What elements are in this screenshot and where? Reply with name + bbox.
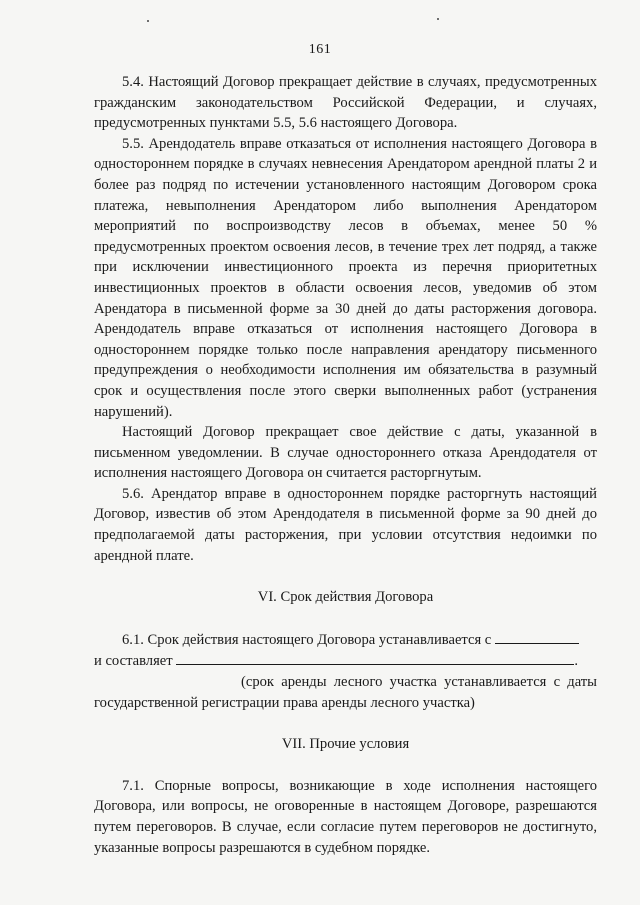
- clause-6-1: [94, 629, 597, 651]
- clause-5-5: 5.5. Арендодатель вправе отказаться от исполнения настоящего Договора в одностороннем порядке в случаях невнесения Арендатором арендной платы 2 и более раз подряд по истечении установленного настоящим Договором срока платежа, невыполнения Арендатором либо выполнения Арендатором мероприятий по воспроизводству лесов в объемах, менее 50 % предусмотренных проектом освоения лесов, в течение трех лет подряд, а также при исключении инвестиционного проекта из перечня приоритетных инвестиционных проектов в области освоения лесов, уведомив об этом Арендатора в письменной форме за 30 дней до даты расторжения договора. Арендодатель вправе отказаться от исполнения настоящего Договора в одностороннем порядке только после направления арендатору письменного предупреждения о необходимости исполнения им обязательства в разумный срок и осуществления после этого сверки выполненных работ (устранения нарушений).: [94, 135, 597, 420]
- duration-label: и составляет: [94, 653, 173, 670]
- start-date-blank: [495, 629, 579, 644]
- clause-6-1-duration: и составляет .: [94, 650, 597, 672]
- scan-speck: [147, 20, 149, 22]
- duration-blank: [176, 650, 574, 665]
- clause-5-5-continued: Настоящий Договор прекращает свое действие с даты, указанной в письменном уведомлении. В случае одностороннего отказа Арендодателя от исполнения настоящего Договора он считается расторгнутым.: [94, 424, 597, 482]
- document-body: [94, 72, 597, 858]
- clause-6-1-note: (срок аренды лесного участка устанавливается с даты государственной регистрации права аренды лесного участка): [94, 674, 597, 711]
- scan-speck: [437, 18, 439, 20]
- section-7-heading: VII. Прочие условия: [281, 736, 410, 753]
- clause-6-1-text: 6.1. Срок действия настоящего Договора устанавливается с: [122, 631, 492, 648]
- page-number: 161: [308, 42, 332, 57]
- clause-7-1: 7.1. Спорные вопросы, возникающие в ходе исполнения настоящего Договора, или вопросы, не оговоренные в настоящем Договоре, разрешаются путем переговоров. В случае, если согласие путем переговоров не достигнуто, указанные вопросы разрешаются в судебном порядке.: [94, 777, 597, 856]
- clause-5-4: 5.4. Настоящий Договор прекращает действие в случаях, предусмотренных гражданским законодательством Российской Федерации, и случаях, предусмотренных пунктами 5.5, 5.6 настоящего Договора.: [94, 74, 597, 132]
- clause-5-6: 5.6. Арендатор вправе в одностороннем порядке расторгнуть настоящий Договор, известив об этом Арендодателя в письменной форме за 90 дней до предполагаемой даты расторжения, при условии отсутствия недоимки по арендной плате.: [94, 485, 597, 564]
- section-6-heading: VI. Срок действия Договора: [257, 589, 434, 606]
